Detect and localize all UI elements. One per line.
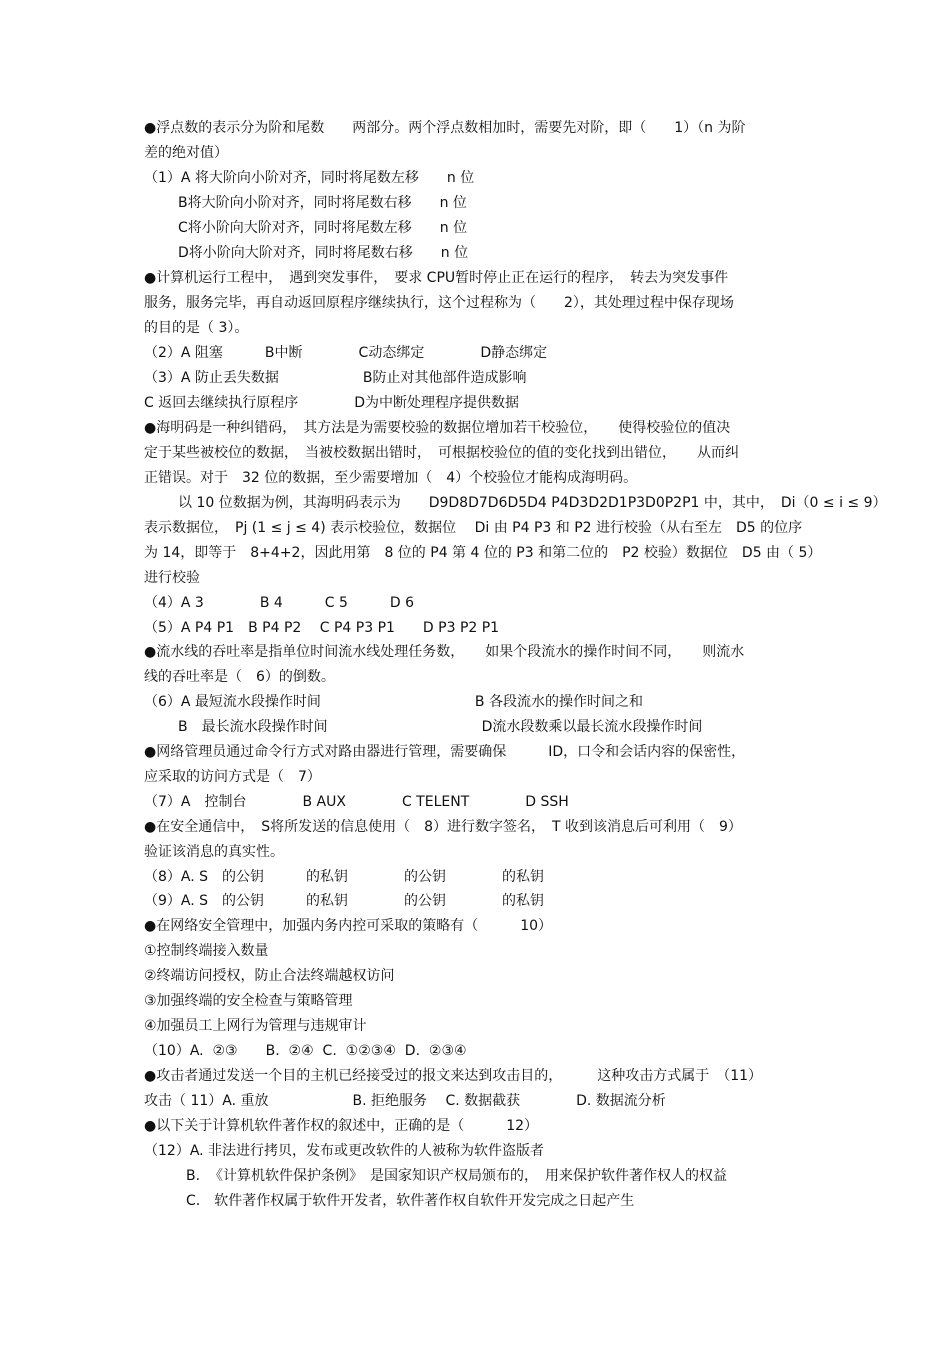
text-line: ●网络管理员通过命令行方式对路由器进行管理，需要确保 ID，口令和会话内容的保密性， [144, 744, 746, 760]
text-line: C. 软件著作权属于软件开发者，软件著作权自软件开发完成之日起产生 [186, 1193, 635, 1209]
text-line: ③加强终端的安全检查与策略管理 [144, 993, 353, 1009]
text-line: B将大阶向小阶对齐，同时将尾数右移 n 位 [178, 195, 467, 211]
text-line: 验证该消息的真实性。 [144, 844, 284, 860]
text-line: （1）A 将大阶向小阶对齐，同时将尾数左移 n 位 [144, 170, 475, 186]
text-line: 正错误。对于 32 位的数据，至少需要增加（ 4）个校验位才能构成海明码。 [144, 470, 638, 486]
text-line: D将小阶向大阶对齐，同时将尾数右移 n 位 [178, 245, 469, 261]
text-line: 进行校验 [144, 570, 200, 586]
text-line: ②终端访问授权，防止合法终端越权访问 [144, 968, 395, 984]
text-line: 定于某些被校位的数据， 当被校数据出错时， 可根据校验位的值的变化找到出错位， 从而纠 [144, 445, 739, 461]
text-line: ●在网络安全管理中，加强内务内控可采取的策略有（ 10） [144, 918, 553, 934]
text-line: （9）A. S 的公钥 的私钥 的公钥 的私钥 [144, 893, 545, 909]
text-line: （2）A 阻塞 B中断 C动态绑定 D静态绑定 [144, 345, 548, 361]
text-line: ④加强员工上网行为管理与违规审计 [144, 1018, 367, 1034]
text-line: ①控制终端接入数量 [144, 943, 269, 959]
text-line: 应采取的访问方式是（ 7） [144, 769, 321, 785]
text-line: （10）A. ②③ B. ②④ C. ①②③④ D. ②③④ [144, 1043, 467, 1059]
text-line: B 最长流水段操作时间 D流水段数乘以最长流水段操作时间 [164, 719, 703, 735]
text-line: （12）A. 非法进行拷贝，发布或更改软件的人被称为软件盗版者 [144, 1143, 545, 1159]
text-line: （4）A 3 B 4 C 5 D 6 [144, 595, 415, 611]
text-line: ●计算机运行工程中， 遇到突发事件， 要求 CPU暂时停止正在运行的程序， 转去为突发事件 [144, 270, 729, 286]
text-line: ●浮点数的表示分为阶和尾数 两部分。两个浮点数相加时，需要先对阶，即（ 1）（n 为阶 [144, 120, 746, 136]
text-line: ●海明码是一种纠错码， 其方法是为需要校验的数据位增加若干校验位， 使得校验位的值决 [144, 420, 731, 436]
text-line: ●以下关于计算机软件著作权的叙述中，正确的是（ 12） [144, 1118, 539, 1134]
text-line: 表示数据位， Pj (1 ≤ j ≤ 4) 表示校验位，数据位 Di 由 P4 P3 和 P2 进行校验（从右至左 D5 的位序 [144, 520, 803, 536]
text-line: 线的吞吐率是（ 6）的倒数。 [144, 669, 335, 685]
text-line: C 返回去继续执行原程序 D为中断处理程序提供数据 [144, 395, 520, 411]
text-line: 为 14，即等于 8+4+2，因此用第 8 位的 P4 第 4 位的 P3 和第二位的 P2 校验）数据位 D5 由（ 5） [144, 545, 822, 561]
text-line: （3）A 防止丢失数据 B防止对其他部件造成影响 [144, 370, 527, 386]
text-line: C将小阶向大阶对齐，同时将尾数左移 n 位 [178, 220, 468, 236]
text-line: ●在安全通信中， S将所发送的信息使用（ 8）进行数字签名， T 收到该消息后可利用（ 9） [144, 819, 742, 835]
text-line: B. 《计算机软件保护条例》 是国家知识产权局颁布的， 用来保护软件著作权人的权益 [186, 1168, 727, 1184]
text-line: 攻击（ 11）A. 重放 B. 拒绝服务 C. 数据截获 D. 数据流分析 [144, 1093, 666, 1109]
text-line: （6）A 最短流水段操作时间 B 各段流水的操作时间之和 [144, 694, 643, 710]
text-line: 以 10 位数据为例，其海明码表示为 D9D8D7D6D5D4 P4D3D2D1P3D0P2P1 中，其中， Di（0 ≤ i ≤ 9） [178, 495, 887, 511]
text-line: （5）A P4 P1 B P4 P2 C P4 P3 P1 D P3 P2 P1 [144, 620, 500, 636]
text-line: 服务，服务完毕，再自动返回原程序继续执行，这个过程称为（ 2），其处理过程中保存现场 [144, 295, 734, 311]
text-line: ●流水线的吞吐率是指单位时间流水线处理任务数， 如果个段流水的操作时间不同， 则流水 [144, 644, 745, 660]
text-line: （8）A. S 的公钥 的私钥 的公钥 的私钥 [144, 869, 545, 885]
text-line: ●攻击者通过发送一个目的主机已经接受过的报文来达到攻击目的， 这种攻击方式属于 （11） [144, 1068, 763, 1084]
text-line: （7）A 控制台 B AUX C TELENT D SSH [144, 794, 569, 810]
text-line: 的目的是（ 3）。 [144, 320, 249, 336]
text-line: 差的绝对值） [144, 145, 228, 161]
